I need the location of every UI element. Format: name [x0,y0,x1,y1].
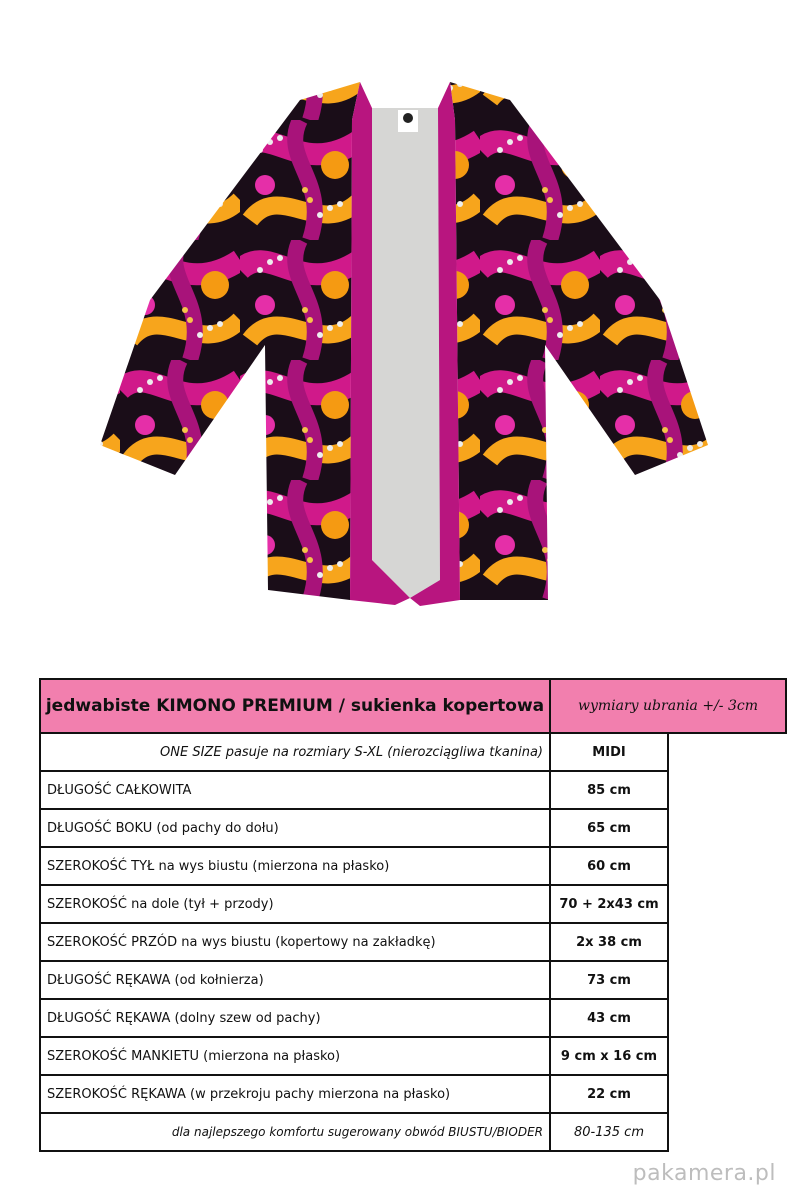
size-note: ONE SIZE pasuje na rozmiary S-XL (nierozciągliwa tkanina) [39,732,551,772]
size-table [39,678,787,1158]
comfort-note: dla najlepszego komfortu sugerowany obwód BIUSTU/BIODER [39,1112,551,1152]
row-label: DŁUGOŚĆ BOKU (od pachy do dołu) [39,808,551,848]
size-column-label: MIDI [549,732,669,772]
row-value: 73 cm [549,960,669,1000]
row-value: 9 cm x 16 cm [549,1036,669,1076]
row-label: SZEROKOŚĆ RĘKAWA (w przekroju pachy mierzona na płasko) [39,1074,551,1114]
row-value: 85 cm [549,770,669,810]
row-value: 65 cm [549,808,669,848]
row-label: DŁUGOŚĆ RĘKAWA (dolny szew od pachy) [39,998,551,1038]
row-value: 60 cm [549,846,669,886]
table-header-title: jedwabiste KIMONO PREMIUM / sukienka kopertowa [39,678,551,734]
row-label: SZEROKOŚĆ TYŁ na wys biustu (mierzona na płasko) [39,846,551,886]
row-value: 2x 38 cm [549,922,669,962]
comfort-value: 80-135 cm [549,1112,669,1152]
row-value: 43 cm [549,998,669,1038]
row-label: SZEROKOŚĆ PRZÓD na wys biustu (kopertowy na zakładkę) [39,922,551,962]
row-value: 70 + 2x43 cm [549,884,669,924]
row-label: DŁUGOŚĆ RĘKAWA (od kołnierza) [39,960,551,1000]
watermark: pakamera.pl [632,1161,776,1186]
table-header-note: wymiary ubrania +/- 3cm [549,678,787,734]
row-label: SZEROKOŚĆ na dole (tył + przody) [39,884,551,924]
row-label: DŁUGOŚĆ CAŁKOWITA [39,770,551,810]
row-value: 22 cm [549,1074,669,1114]
row-label: SZEROKOŚĆ MANKIETU (mierzona na płasko) [39,1036,551,1076]
